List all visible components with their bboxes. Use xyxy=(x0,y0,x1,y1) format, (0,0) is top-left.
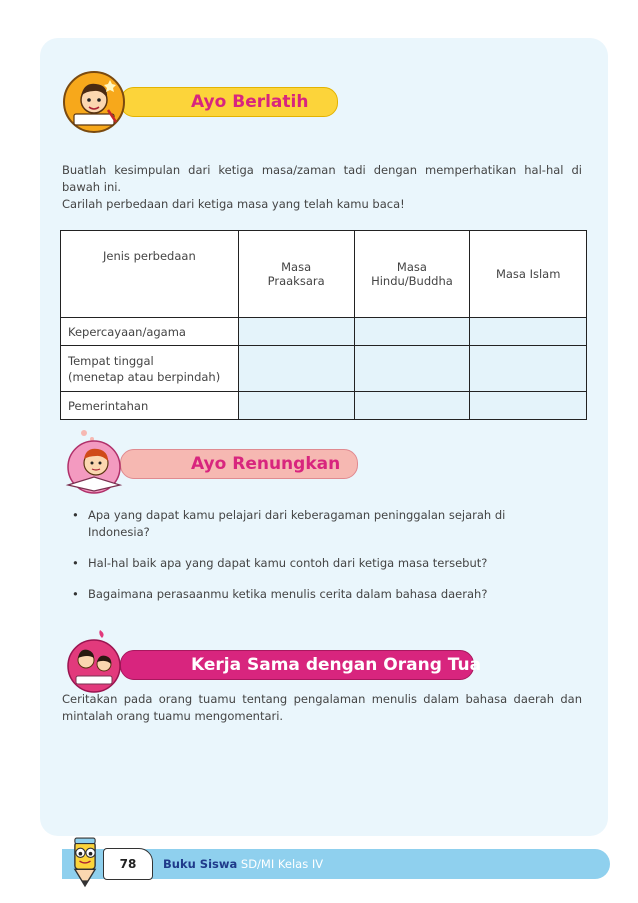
table-row xyxy=(61,346,587,392)
table-cell[interactable] xyxy=(470,346,587,392)
thinking-child-icon xyxy=(62,426,126,496)
page-number: 78 xyxy=(103,848,153,880)
header-masa-hindu-buddha: Masa Hindu/Buddha xyxy=(354,231,470,318)
instruction-line-1: Buatlah kesimpulan dari ketiga masa/zaman tadi dengan memperhatikan hal-hal di bawah ini. xyxy=(62,163,582,194)
ayo-berlatih-title: Ayo Berlatih xyxy=(191,92,309,112)
kerja-sama-banner xyxy=(120,650,482,680)
table-cell[interactable] xyxy=(238,346,354,392)
row-label-kepercayaan: Kepercayaan/agama xyxy=(61,318,239,346)
ayo-berlatih-banner xyxy=(120,87,338,117)
list-item: • Apa yang dapat kamu pelajari dari keberagaman peninggalan sejarah di Indonesia? xyxy=(72,507,542,541)
row-label-pemerintahan: Pemerintahan xyxy=(61,392,239,420)
header-jenis-perbedaan: Jenis perbedaan xyxy=(61,231,239,318)
pencil-mascot-icon xyxy=(62,832,108,892)
table-cell[interactable] xyxy=(354,392,470,420)
list-item: • Hal-hal baik apa yang dapat kamu contoh dari ketiga masa tersebut? xyxy=(72,555,542,572)
ayo-renungkan-title: Ayo Renungkan xyxy=(191,454,341,474)
table-row xyxy=(61,392,587,420)
instruction-text xyxy=(62,162,582,213)
header-masa-praaksara: Masa Praaksara xyxy=(238,231,354,318)
row-label-tempat-tinggal: Tempat tinggal (menetap atau berpindah) xyxy=(61,346,239,392)
footer-title xyxy=(163,857,323,871)
table-cell[interactable] xyxy=(238,318,354,346)
table-cell[interactable] xyxy=(238,392,354,420)
list-item: • Bagaimana perasaanmu ketika menulis cerita dalam bahasa daerah? xyxy=(72,586,542,603)
table-cell[interactable] xyxy=(470,392,587,420)
table-cell[interactable] xyxy=(354,346,470,392)
table-cell[interactable] xyxy=(354,318,470,346)
table-row xyxy=(61,318,587,346)
footer-subtitle: SD/MI Kelas IV xyxy=(240,857,324,871)
ayo-berlatih-header xyxy=(62,82,309,122)
table-cell[interactable] xyxy=(470,318,587,346)
kerja-sama-header xyxy=(62,645,482,685)
footer-brand: Buku Siswa xyxy=(163,857,238,871)
instruction-line-2: Carilah perbedaan dari ketiga masa yang telah kamu baca! xyxy=(62,197,405,211)
kerja-sama-title: Kerja Sama dengan Orang Tua xyxy=(191,655,482,675)
header-masa-islam: Masa Islam xyxy=(470,231,587,318)
parent-child-icon xyxy=(62,625,126,695)
differences-table xyxy=(60,230,587,420)
kerja-sama-text: Ceritakan pada orang tuamu tentang pengalaman menulis dalam bahasa daerah dan mintalah orang tuamu mengomentari. xyxy=(62,692,582,723)
ayo-renungkan-header xyxy=(62,444,341,484)
table-header-row xyxy=(61,231,587,318)
reflection-list xyxy=(72,507,542,617)
ayo-renungkan-banner xyxy=(120,449,358,479)
student-writing-icon xyxy=(62,70,126,134)
